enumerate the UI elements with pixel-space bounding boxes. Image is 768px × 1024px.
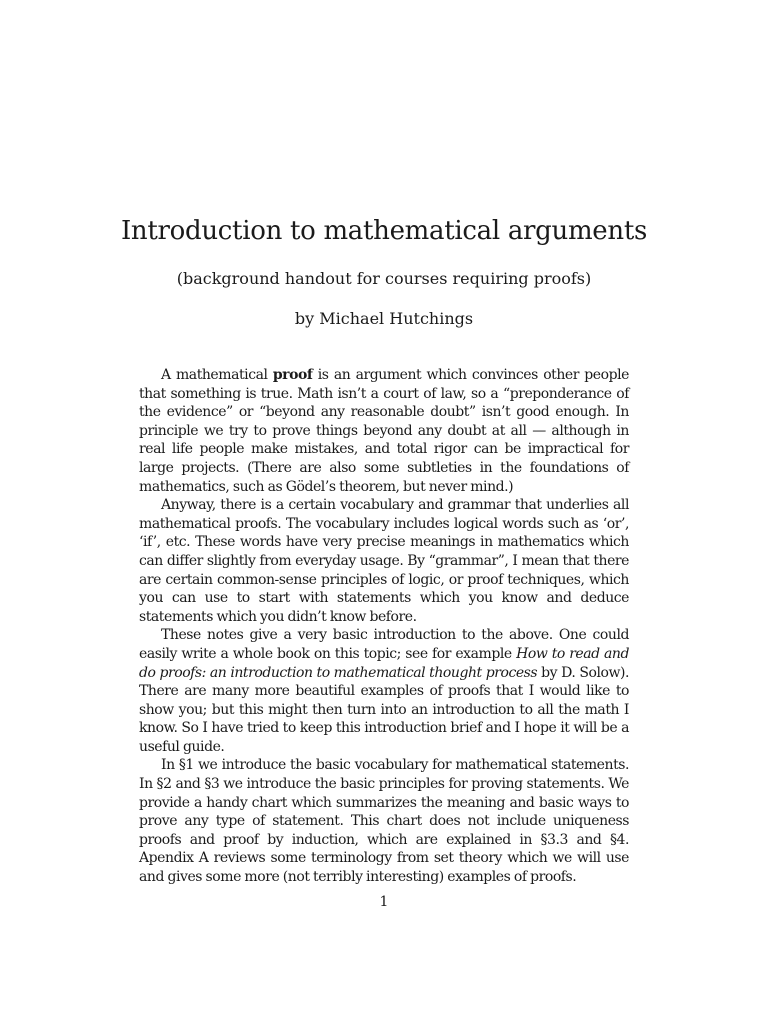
page-number: 1 xyxy=(379,894,389,910)
book-title: How to read and do proofs: an introduction to mathematical thought process xyxy=(139,645,630,681)
paragraph-4: In §1 we introduce the basic vocabulary for mathematical statements. In §2 and §3 we introduce the basic principles for proving statements. We provide a handy chart which summarizes the meaning and basic ways to prove any type of statement. This chart does not include uniqueness proofs and proof by induction, which are explained in §3.3 and §4. Apendix A reviews some terminology from set theory which we will use and gives some more (not terribly interesting) examples of proofs. xyxy=(139,757,629,886)
document-author: by Michael Hutchings xyxy=(294,309,474,328)
document-title: Introduction to mathematical arguments xyxy=(120,216,648,246)
body-text xyxy=(139,366,629,887)
paragraph-1-text-b: is an argument which convinces other people that something is true. Math isn’t a court of law, so a “preponderance of the evidence” or “beyond any reasonable doubt” isn’t good enough. In principle we try to prove things beyond any doubt at all — although in real life people make mistakes, and total rigor can be impractical for large projects. (There are also some subtleties in the foundations of mathematics, such as Gödel’s theorem, but never mind.) xyxy=(139,367,629,495)
paragraph-3 xyxy=(139,626,629,756)
paragraph-3-text-a: These notes give a very basic introduction to the above. One could easily write a whole book on this topic; see for example xyxy=(139,627,629,662)
paragraph-1 xyxy=(139,366,629,496)
paragraph-1-text-a: A mathematical xyxy=(161,367,273,383)
document-subtitle: (background handout for courses requiring proofs) xyxy=(176,269,592,288)
paragraph-2: Anyway, there is a certain vocabulary and grammar that underlies all mathematical proofs. The vocabulary includes logical words such as ‘or’, ‘if’, etc. These words have very precise meanings in mathematics which can differ slightly from everyday usage. By “grammar”, I mean that there are certain common-sense principles of logic, or proof techniques, which you can use to start with statements which you know and deduce statements which you didn’t know before. xyxy=(139,497,629,625)
proof-term: proof xyxy=(272,367,313,383)
paragraph-3-text-b: by D. Solow). There are many more beautiful examples of proofs that I would like to show you; but this might then turn into an introduction to all the math I know. So I have tried to keep this introduction brief and I hope it will be a useful guide. xyxy=(139,664,629,755)
